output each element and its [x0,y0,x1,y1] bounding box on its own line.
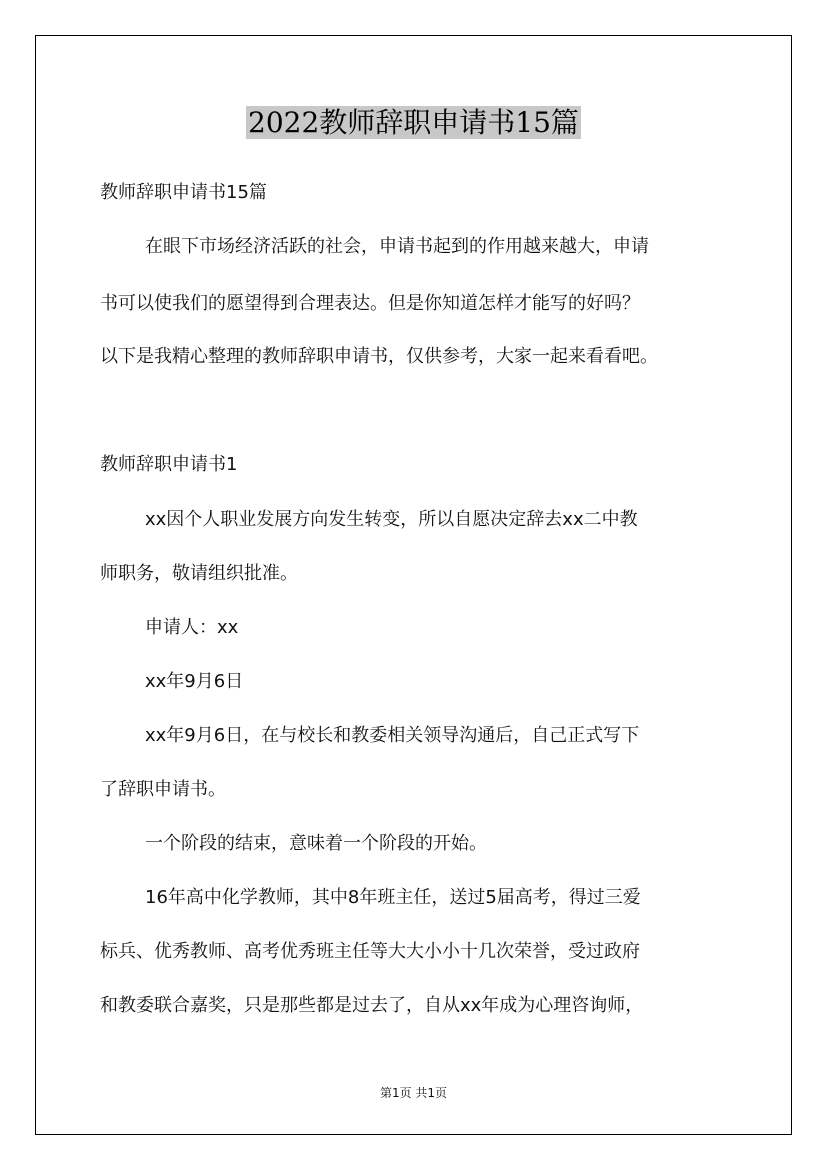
date-line: xx年9月6日 [145,671,244,692]
body-line-8: 16年高中化学教师，其中8年班主任，送过5届高考，得过三爱 [145,887,641,908]
body-line-7: 一个阶段的结束，意味着一个阶段的开始。 [145,833,487,854]
section-heading: 教师辞职申请书1 [100,454,238,475]
document-subtitle: 教师辞职申请书15篇 [100,182,267,203]
intro-line-2: 书可以使我们的愿望得到合理表达。但是你知道怎样才能写的好吗？ [100,293,640,314]
body-line-2: 师职务，敬请组织批准。 [100,563,298,584]
body-line-9: 标兵、优秀教师、高考优秀班主任等大大小小十几次荣誉，受过政府 [100,941,640,962]
body-line-5: xx年9月6日，在与校长和教委相关领导沟通后，自己正式写下 [145,725,640,746]
body-line-1: xx因个人职业发展方向发生转变，所以自愿决定辞去xx二中教 [145,509,638,530]
body-line-10: 和教委联合嘉奖，只是那些都是过去了，自从xx年成为心理咨询师， [100,995,644,1016]
applicant-line: 申请人：xx [145,617,239,638]
intro-line-1: 在眼下市场经济活跃的社会，申请书起到的作用越来越大，申请 [145,236,649,257]
body-line-6: 了辞职申请书。 [100,779,226,800]
document-title: 2022教师辞职申请书15篇 [248,106,579,139]
page-footer: 第1页 共1页 [379,1086,448,1100]
intro-line-3: 以下是我精心整理的教师辞职申请书，仅供参考，大家一起来看看吧。 [100,346,658,367]
